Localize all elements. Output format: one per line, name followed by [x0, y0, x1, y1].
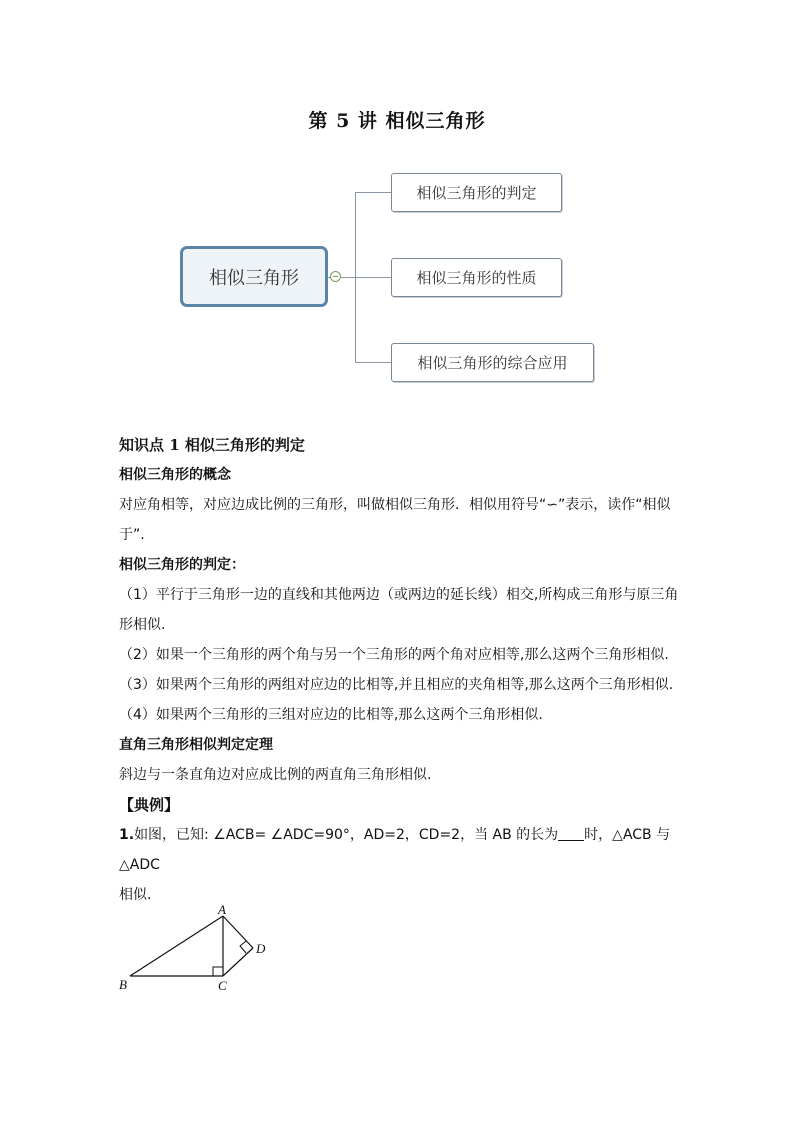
mind-map [0, 0, 794, 400]
rule-1: （1）平行于三角形一边的直线和其他两边（或两边的延长线）相交,所构成三角形与原三角形相似. [119, 587, 679, 633]
segment-ab [130, 916, 223, 976]
document-body [119, 430, 679, 910]
mindmap-node-judgement[interactable]: 相似三角形的判定 [391, 173, 562, 212]
mindmap-branch-line-3 [355, 362, 391, 363]
mindmap-branch-line-1 [355, 192, 391, 193]
question-text-1: 如图，已知: ∠ACB= ∠ADC=90°，AD=2，CD=2，当 AB 的长为 [134, 827, 559, 843]
mindmap-node-properties[interactable]: 相似三角形的性质 [391, 258, 562, 297]
example-question [119, 820, 679, 910]
triangle-diagram [115, 900, 275, 1000]
rule-3: （3）如果两个三角形的两组对应边的比相等,并且相应的夹角相等,那么这两个三角形相似. [119, 677, 674, 693]
page-title: 第 5 讲 相似三角形 [308, 110, 486, 132]
label-b: B [119, 977, 127, 992]
segment-cd [223, 948, 253, 976]
label-c: C [218, 978, 227, 993]
right-triangle-text: 斜边与一条直角边对应成比例的两直角三角形相似. [119, 767, 432, 783]
mindmap-node-application[interactable]: 相似三角形的综合应用 [391, 343, 594, 382]
collapse-toggle-icon[interactable] [330, 271, 341, 282]
segment-ad [223, 916, 253, 948]
question-text-2: 时，△ACB 与△ADC [119, 827, 671, 873]
right-angle-d-icon [240, 941, 246, 953]
question-number: 1. [119, 827, 135, 843]
question-text-3: 相似． [119, 887, 161, 903]
answer-blank[interactable] [558, 824, 584, 841]
rule-4: （4）如果两个三角形的三组对应边的比相等,那么这两个三角形相似. [119, 707, 543, 723]
triangle-figure [115, 900, 275, 1000]
mindmap-root-node[interactable]: 相似三角形 [180, 246, 328, 307]
right-angle-c-icon [213, 967, 223, 976]
label-a: A [218, 902, 226, 917]
rule-2: （2）如果一个三角形的两个角与另一个三角形的两个角对应相等,那么这两个三角形相似. [119, 647, 669, 663]
concept-heading: 相似三角形的概念 [119, 467, 231, 483]
concept-text: 对应角相等，对应边成比例的三角形，叫做相似三角形．相似用符号“∽”表示，读作“相似于”. [119, 497, 671, 543]
judgement-heading: 相似三角形的判定： [119, 557, 245, 573]
mindmap-branch-line-2 [341, 277, 391, 278]
label-d: D [256, 941, 266, 956]
section-heading: 知识点 1 相似三角形的判定 [119, 436, 305, 454]
example-tag: 【典例】 [119, 796, 180, 814]
right-triangle-heading: 直角三角形相似判定定理 [119, 737, 273, 753]
